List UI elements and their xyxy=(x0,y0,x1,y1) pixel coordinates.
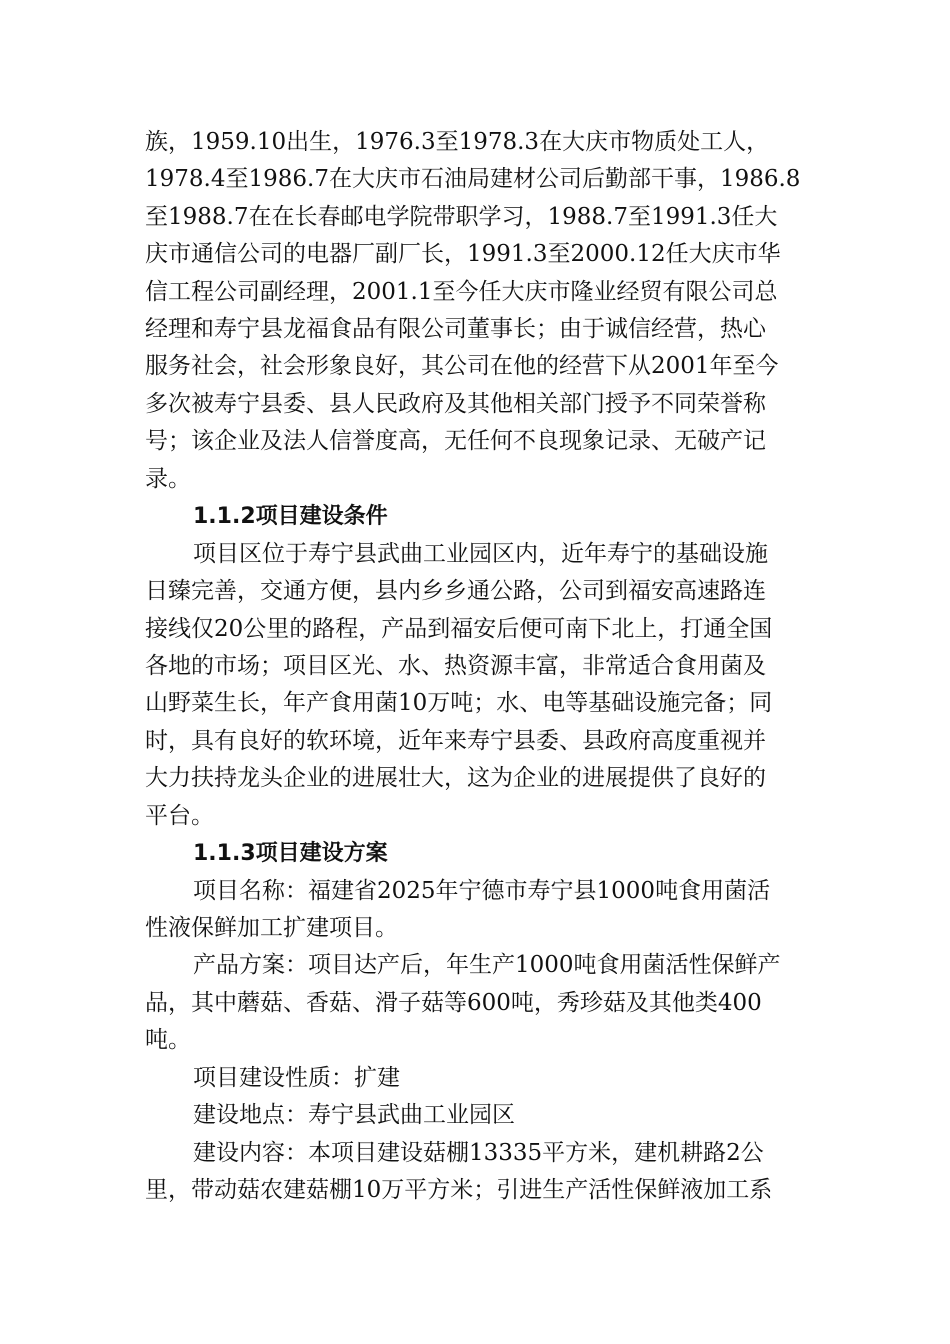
text-line: 多次被寿宁县委、县人民政府及其他相关部门授予不同荣誉称 xyxy=(145,391,766,417)
text-line: 项目名称：福建省2025年宁德市寿宁县1000吨食用菌活 xyxy=(193,878,771,904)
text-line: 平台。 xyxy=(145,803,214,829)
text-line: 经理和寿宁县龙福食品有限公司董事长；由于诚信经营，热心 xyxy=(145,316,766,342)
text-line: 山野菜生长，年产食用菌10万吨；水、电等基础设施完备；同 xyxy=(145,690,773,716)
text-line: 建设内容：本项目建设菇棚13335平方米，建机耕路2公 xyxy=(193,1140,764,1166)
text-line: 品，其中蘑菇、香菇、滑子菇等600吨，秀珍菇及其他类400 xyxy=(145,990,762,1016)
text-line: 录。 xyxy=(145,466,191,492)
text-line: 日臻完善，交通方便，县内乡乡通公路，公司到福安高速路连 xyxy=(145,578,766,604)
text-line: 项目建设性质：扩建 xyxy=(193,1065,400,1091)
text-line: 服务社会，社会形象良好，其公司在他的经营下从2001年至今 xyxy=(145,353,779,379)
text-line: 各地的市场；项目区光、水、热资源丰富，非常适合食用菌及 xyxy=(145,653,766,679)
text-line: 族，1959.10出生，1976.3至1978.3在大庆市物质处工人， xyxy=(145,129,770,155)
text-line: 里，带动菇农建菇棚10万平方米；引进生产活性保鲜液加工系 xyxy=(145,1177,773,1203)
text-line: 时，具有良好的软环境，近年来寿宁县委、县政府高度重视并 xyxy=(145,728,766,754)
text-line: 庆市通信公司的电器厂副厂长，1991.3至2000.12任大庆市华 xyxy=(145,241,781,267)
text-line: 吨。 xyxy=(145,1027,191,1053)
text-line: 大力扶持龙头企业的进展壮大，这为企业的进展提供了良好的 xyxy=(145,765,766,791)
text-line: 接线仅20公里的路程，产品到福安后便可南下北上，打通全国 xyxy=(145,616,773,642)
text-line: 号；该企业及法人信誉度高，无任何不良现象记录、无破产记 xyxy=(145,428,766,454)
text-line: 1978.4至1986.7在大庆市石油局建材公司后勤部干事，1986.8 xyxy=(145,166,801,192)
text-line: 产品方案：项目达产后，年生产1000吨食用菌活性保鲜产 xyxy=(193,952,781,978)
text-line: 建设地点：寿宁县武曲工业园区 xyxy=(193,1102,515,1128)
text-line: 性液保鲜加工扩建项目。 xyxy=(145,915,398,941)
text-line: 项目区位于寿宁县武曲工业园区内，近年寿宁的基础设施 xyxy=(193,541,768,567)
section-heading: 1.1.3项目建设方案 xyxy=(193,841,388,866)
section-heading: 1.1.2项目建设条件 xyxy=(193,504,388,529)
text-line: 信工程公司副经理，2001.1至今任大庆市隆业经贸有限公司总 xyxy=(145,279,778,305)
text-line: 至1988.7在在长春邮电学院带职学习，1988.7至1991.3任大 xyxy=(145,204,778,230)
